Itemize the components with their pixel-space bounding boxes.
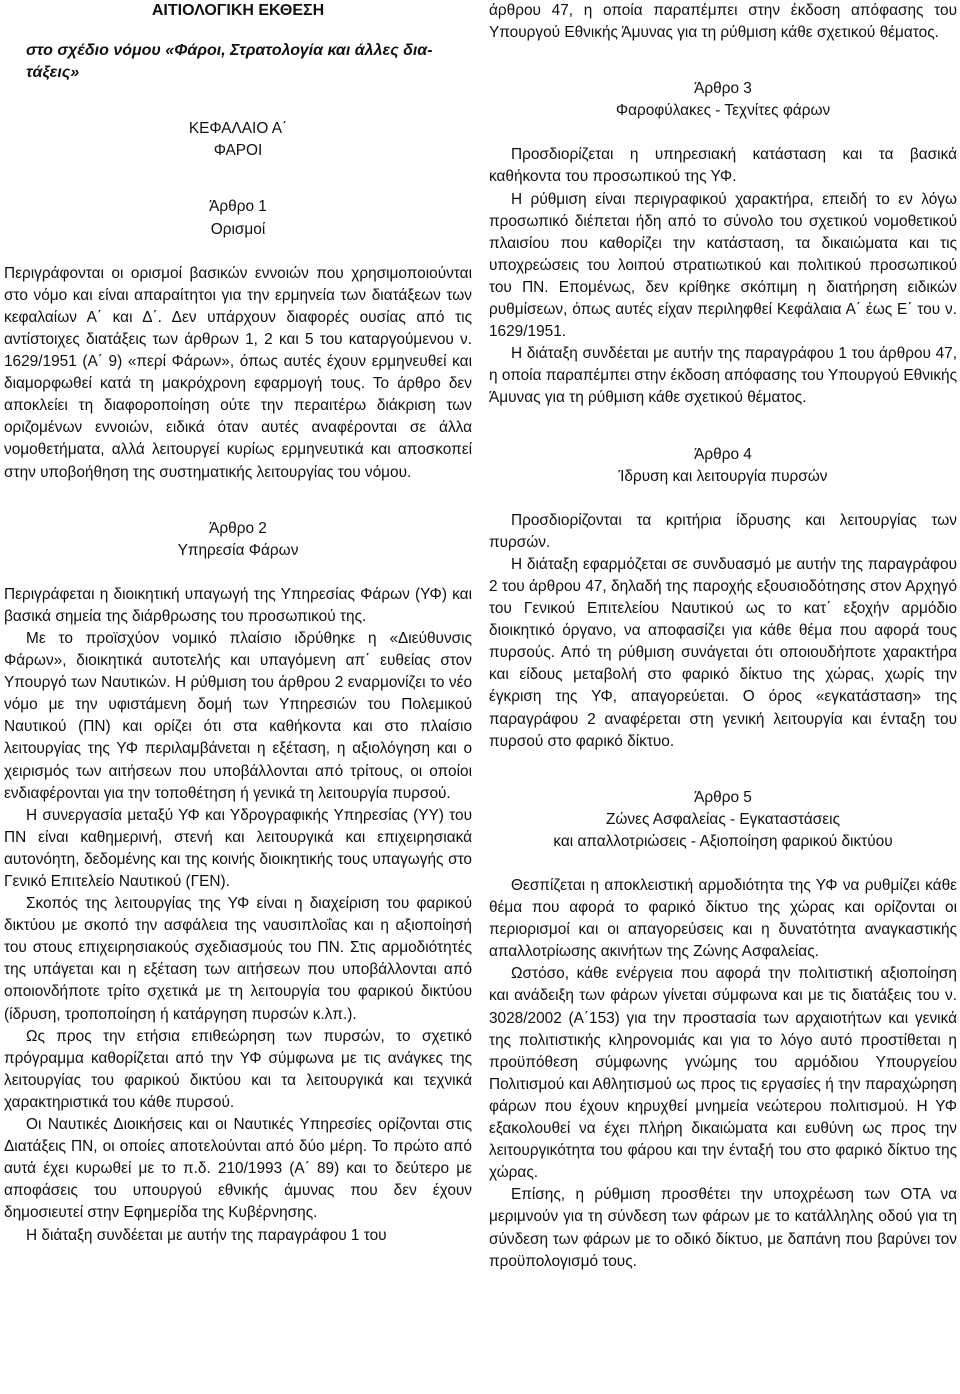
document-title: ΑΙΤΙΟΛΟΓΙΚΗ ΕΚΘΕΣΗ bbox=[151, 2, 325, 19]
article-2-paragraph-6: Οι Ναυτικές Διοικήσεις και οι Ναυτικές Υπηρεσίες ορίζονται στις Διατάξεις ΠΝ, οι οποίες αποτελούνται από δύο μέρη. Το πρώτο από αυτά έχει κυρωθεί με το π.δ. 210/1993 (Α΄ 89) και το δεύτερο με αποφάσεις του υπουργού εθνικής άμυνας που δεν έχουν δημοσιευτεί στην Εφημερίδα της Κυβέρνησης. bbox=[4, 1116, 472, 1222]
article-5-number: Άρθρο 5 bbox=[694, 788, 752, 806]
article-5-title-line-1: Ζώνες Ασφαλείας - Εγκαταστάσεις bbox=[605, 810, 840, 828]
article-4-paragraph-2: Η διάταξη εφαρμόζεται σε συνδυασμό με αυτήν της παραγράφου 2 του άρθρου 47, δηλαδή της παροχής εξουσιοδότησης στον Αρχηγό του Γενικού Επιτελείου Ναυτικού ως το κατ΄ εξοχήν αρμόδιο διοικητικό όργανο, να αποφασίζει για κάθε θέμα που αφορά τους πυρσούς. Από τη ρύθμιση συνάγεται ότι οποιουδήποτε χαρακτήρα και είδους μεταβολή στο φαρικό δίκτυο της χώρας, χωρίς την έγκριση της ΥΦ, απαγορεύεται. Ο όρος «εγκατάσταση» της παραγράφου 2 αναφέρεται στη γενική λειτουργία και ένταξη του πυρσού στο φαρικό δίκτυο. bbox=[489, 555, 957, 750]
article-2-title: Υπηρεσία Φάρων bbox=[177, 541, 299, 559]
article-4-number: Άρθρο 4 bbox=[694, 445, 752, 463]
article-2-paragraph-1: Περιγράφεται η διοικητική υπαγωγή της Υπηρεσίας Φάρων (ΥΦ) και βασικά σημεία της διάρθρωσης του προσωπικού της. bbox=[4, 585, 472, 625]
article-2-paragraph-5: Ως προς την ετήσια επιθεώρηση των πυρσών, το σχετικό πρόγραμμα καθορίζεται από την ΥΦ σύμφωνα με τις ανάγκες της λειτουργίας του φαρικού δικτύου και τα λειτουργικά και τεχνικά χαρακτηριστικά του κάθε πυρσού. bbox=[4, 1027, 472, 1111]
left-column bbox=[4, 0, 472, 1247]
article-3-paragraph-3: Η διάταξη συνδέεται με αυτήν της παραγράφου 1 του άρθρου 47, η οποία παραπέμπει στην έκδοση απόφασης του Υπουργού Εθνικής Άμυνας για τη ρύθμιση κάθε σχετικού θέματος. bbox=[489, 345, 957, 407]
article-2-paragraph-7: Η διάταξη συνδέεται με αυτήν της παραγράφου 1 του bbox=[26, 1226, 387, 1244]
chapter-number: ΚΕΦΑΛΑΙΟ Α΄ bbox=[188, 120, 288, 138]
article-1-paragraph: Περιγράφονται οι ορισμοί βασικών εννοιών που χρησιμοποιούνται στο νόμο και είναι απαραίτητοι για την ερμηνεία των διατάξεων των κεφαλαίων Α΄ και Δ΄. Δεν υπάρχουν διαφορές ουσίας από τις αντίστοιχες διατάξεις των άρθρων 1, 2 και 5 του καταργούμενου ν. 1629/1951 (Α΄ 9) «περί Φάρων», όπως αυτές έχουν ερμηνευθεί και διαμορφωθεί κατά τη μακρόχρονη εφαρμογή τους. Το άρθρο δεν αποκλείει τη διαφοροποίηση ούτε την περαιτέρω διάκριση των οριζομένων εννοιών, ειδικά όταν αυτές αναφέρονται σε άλλα νομοθετήματα, αλλά λειτουργεί κυρίως ερμηνευτικά και αποσκοπεί στην υποβοήθηση της συστηματικής λειτουργίας του νόμου. bbox=[4, 264, 472, 481]
article-2-paragraph-4: Σκοπός της λειτουργίας της ΥΦ είναι η διαχείριση του φαρικού δικτύου με σκοπό την ασφάλεια της ναυσιπλοΐας και η αξιοποίησή του στους επιχειρησιακούς σχεδιασμούς του ΠΝ. Στις αρμοδιότητές της υπάγεται και η εξέταση των αιτήσεων που υποβάλλονται από οποιονδήποτε τρίτο σχετικά με τη λειτουργία του φαρικού δικτύου (ίδρυση, τροποποίηση ή κατάργηση πυρσών κ.λπ.). bbox=[4, 895, 472, 1023]
subtitle-line-1: στο σχέδιο νόμου «Φάροι, Στρατολογία και άλλες δια- bbox=[26, 42, 433, 60]
article-1-title: Ορισμοί bbox=[210, 220, 266, 238]
article-5-paragraph-1: Θεσπίζεται η αποκλειστική αρμοδιότητα της ΥΦ να ρυθμίζει κάθε θέμα που αφορά το φαρικό δίκτυο της χώρας και ορίζονται οι περιορισμοί και οι απαγορεύσεις και η δυνατότητα αναγκαστικής απαλλοτρίωσης ακινήτων της Ζώνης Ασφαλείας. bbox=[489, 877, 957, 961]
chapter-title: ΦΑΡΟΙ bbox=[213, 142, 263, 160]
right-column bbox=[489, 0, 957, 1273]
document-subtitle bbox=[4, 40, 472, 84]
article-3-paragraph-1: Προσδιορίζεται η υπηρεσιακή κατάσταση και τα βασικά καθήκοντα του προσωπικού της ΥΦ. bbox=[489, 146, 957, 186]
article-4-paragraph-1: Προσδιορίζονται τα κριτήρια ίδρυσης και λειτουργίας των πυρσών. bbox=[489, 511, 957, 551]
article-2-paragraph-3: Η συνεργασία μεταξύ ΥΦ και Υδρογραφικής Υπηρεσίας (ΥΥ) του ΠΝ είναι καθημερινή, στενή και λειτουργικά και επιχειρησιακά αυτονόητη, δεδομένης και της κοινής διοικητικής τους υπαγωγής στο Γενικό Επιτελείο Ναυτικού (ΓΕΝ). bbox=[4, 806, 472, 890]
article-5-title-line-2: και απαλλοτριώσεις - Αξιοποίηση φαρικού δικτύου bbox=[553, 832, 893, 850]
article-3-number: Άρθρο 3 bbox=[694, 80, 752, 98]
subtitle-line-2: τάξεις» bbox=[26, 64, 80, 82]
article-5-paragraph-3: Επίσης, η ρύθμιση προσθέτει την υποχρέωση των ΟΤΑ να μεριμνούν για τη σύνδεση των φάρων με το κατάλληλης οδού για τη σύνδεση των φάρων με το οδικό δίκτυο, με δαπάνη που βαρύνει τον προϋπολογισμό τους. bbox=[489, 1186, 957, 1270]
article-5-paragraph-2: Ωστόσο, κάθε ενέργεια που αφορά την πολιτιστική αξιοποίηση και ανάδειξη των φάρων γίνεται σύμφωνα και με τις διατάξεις του ν. 3028/2002 (Α΄153) για την προστασία των αρχαιοτήτων και γενικά της πολιτιστικής κληρονομιάς και για το λόγο αυτό προστίθεται η προϋπόθεση σύμφωνης γνώμης του αρμόδιου Υπουργείου Πολιτισμού και Αθλητισμού ως προς τις εργασίες ή την παραχώρηση φάρων που έχουν κηρυχθεί μνημεία νεώτερου πολιτισμού. Η ΥΦ εξακολουθεί να έχει πλήρη δικαιώματα και ευθύνη ως προς την λειτουργικότητα του φάρου και την ένταξή του στο φαρικό δίκτυο της χώρας. bbox=[489, 965, 957, 1182]
article-2-number: Άρθρο 2 bbox=[209, 519, 267, 537]
article-4-title: Ίδρυση και λειτουργία πυρσών bbox=[618, 467, 828, 485]
article-2-paragraph-7-continued: άρθρου 47, η οποία παραπέμπει στην έκδοση απόφασης του Υπουργού Εθνικής Άμυνας για τη ρύθμιση κάθε σχετικού θέματος. bbox=[489, 2, 957, 42]
article-3-paragraph-2: Η ρύθμιση είναι περιγραφικού χαρακτήρα, επειδή το εν λόγω προσωπικό διέπεται ήδη από το σύνολο του σχετικού νομοθετικού πλαισίου που καθορίζει την κατάσταση, τα δικαιώματα και τις υποχρεώσεις του λοιπού στρατιωτικού και πολιτικού προσωπικού του ΠΝ. Επομένως, δεν κρίθηκε σκόπιμη η διατήρηση ειδικών ρυθμίσεων, όπως αυτές είχαν περιληφθεί Κεφάλαια Α΄ έως Ε΄ του ν. 1629/1951. bbox=[489, 190, 957, 341]
article-2-paragraph-2: Με το προϊσχύον νομικό πλαίσιο ιδρύθηκε η «Διεύθυνσις Φάρων», διοικητικά αυτοτελής και υπαγόμενη απ΄ ευθείας στον Υπουργό των Ναυτικών. Η ρύθμιση του άρθρου 2 εναρμονίζει το νέο νόμο με την υφιστάμενη δομή των Υπηρεσιών του Πολεμικού Ναυτικού (ΠΝ) και ορίζει ότι στα καθήκοντα και στο πλαίσιο λειτουργίας της ΥΦ περιλαμβάνεται η εξέταση, η αξιολόγηση και ο χειρισμός των αιτήσεων που υποβάλλονται από τρίτους, οι οποίοι ενδιαφέρονται για την τοποθέτηση ή γενικά τη λειτουργία πυρσού. bbox=[4, 629, 472, 802]
article-1-number: Άρθρο 1 bbox=[209, 198, 267, 216]
article-3-title: Φαροφύλακες - Τεχνίτες φάρων bbox=[615, 102, 831, 120]
